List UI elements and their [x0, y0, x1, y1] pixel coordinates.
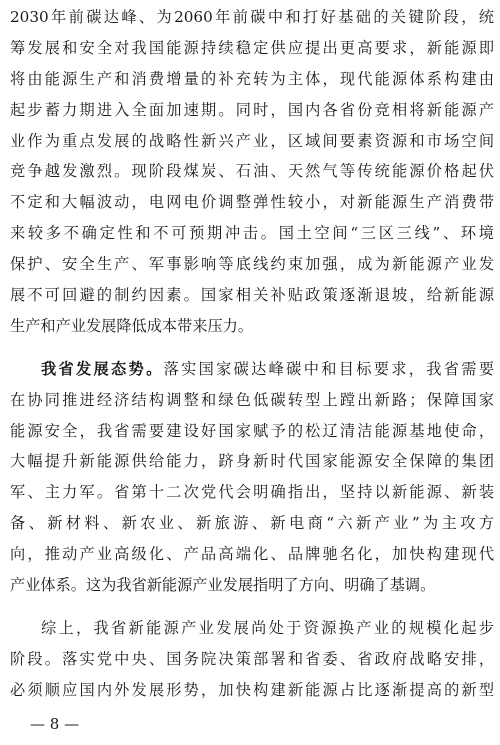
paragraph-context — [10, 2, 494, 342]
text-line: 在协同推进经济结构调整和绿色低碳转型上蹚出新路；保障国家 — [10, 390, 494, 409]
text-line: 2030年前碳达峰、为2060年前碳中和打好基础的关键阶段，统 — [10, 8, 494, 26]
text-line: 不定和大幅波动，电网电价调整弹性较小，对新能源生产消费带 — [10, 193, 494, 212]
text-line: 综上，我省新能源产业发展尚处于资源换产业的规模化起步 — [41, 618, 494, 637]
text-line: 展不可回避的制约因素。国家相关补贴政策逐渐退坡，给新能源 — [10, 286, 494, 305]
text-span: 落实国家碳达峰碳中和目标要求，我省需要 — [163, 359, 494, 378]
text-line: 将由能源生产和消费增量的补充转为主体，现代能源体系构建由 — [10, 69, 494, 88]
text-line: 阶段。落实党中央、国务院决策部署和省委、省政府战略安排， — [10, 649, 494, 668]
text-line: 必须顺应国内外发展形势，加快构建新能源占比逐渐提高的新型 — [10, 680, 494, 699]
paragraph-summary — [10, 613, 494, 706]
text-line: 产业体系。这为我省新能源产业发展指明了方向、明确了基调。 — [10, 576, 436, 595]
page-number: — 8 — — [30, 715, 80, 733]
text-line: 竞争越发激烈。现阶段煤炭、石油、天然气等传统能源价格起伏 — [10, 162, 494, 181]
text-line: 向，推动产业高级化、产品高端化、品牌驰名化，加快构建现代 — [10, 545, 494, 564]
text-line: 大幅提升新能源供给能力，跻身新时代国家能源安全保障的集团 — [10, 452, 494, 471]
text-line: 能源安全，我省需要建设好国家赋予的松辽清洁能源基地使命， — [10, 421, 494, 440]
text-line: 生产和产业发展降低成本带来压力。 — [10, 316, 253, 335]
text-line: 起步蓄力期进入全面加速期。同时，国内各省份竞相将新能源产 — [10, 100, 494, 119]
section-heading: 我省发展态势。 — [41, 359, 164, 378]
text-line: 来较多不确定性和不可预期冲击。国土空间“三区三线”、环境 — [10, 224, 494, 243]
text-line: 筹发展和安全对我国能源持续稳定供应提出更高要求，新能源即 — [10, 38, 494, 57]
text-line: 军、主力军。省第十二次党代会明确指出，坚持以新能源、新装 — [10, 483, 494, 502]
paragraph-provincial-trend — [10, 354, 494, 601]
text-line: 保护、安全生产、军事影响等底线约束加强，成为新能源产业发 — [10, 255, 494, 274]
text-line — [10, 354, 494, 385]
text-line: 备、新材料、新农业、新旅游、新电商“六新产业”为主攻方 — [10, 514, 494, 533]
text-line: 业作为重点发展的战略性新兴产业，区域间要素资源和市场空间 — [10, 131, 494, 150]
document-body — [10, 2, 494, 706]
